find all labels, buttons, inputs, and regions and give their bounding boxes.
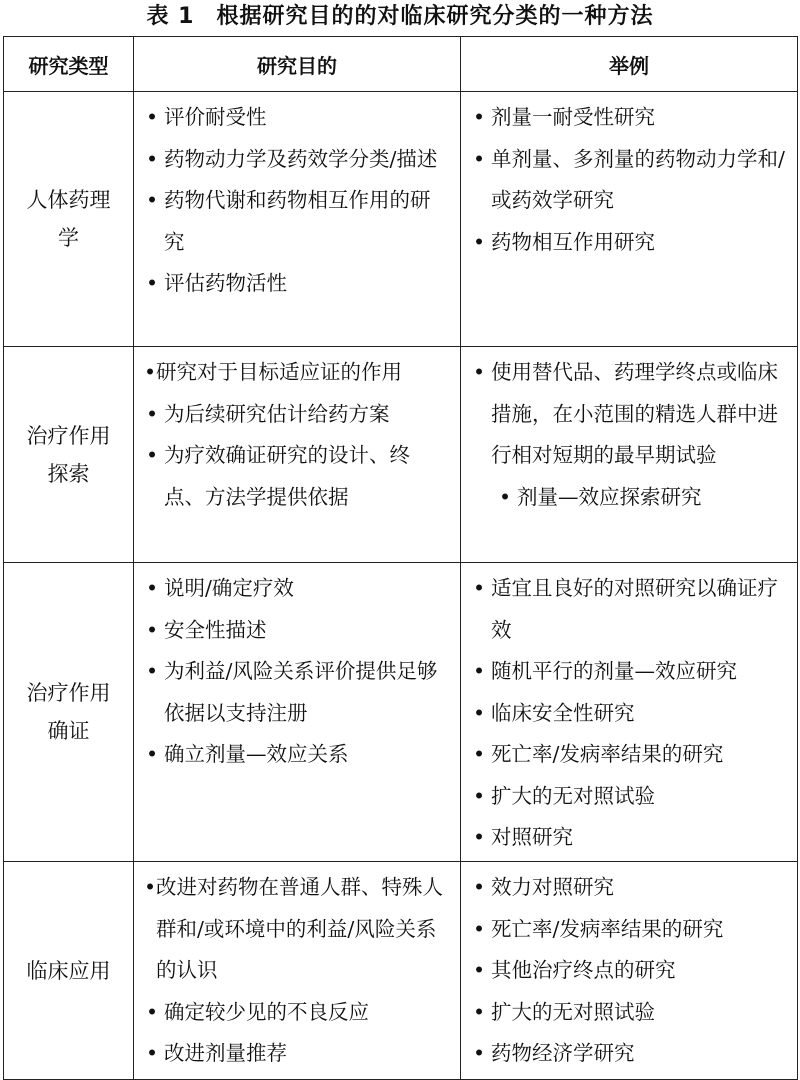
- purpose-cell: [134, 862, 461, 1080]
- purpose-item: • 为疗效确证研究的设计、终点、方法学提供依据: [146, 443, 410, 509]
- example-item: • 死亡率/发病率结果的研究: [473, 916, 724, 941]
- purpose-cell: [134, 563, 461, 862]
- example-item: • 适宜且良好的对照研究以确证疗效: [473, 576, 778, 642]
- purpose-item: • 为利益/风险关系评价提供足够依据以支持注册: [146, 659, 438, 725]
- purpose-item: • 改进剂量推荐: [146, 1041, 287, 1065]
- example-item: • 剂量一耐受性研究: [473, 105, 655, 129]
- example-item: • 临床安全性研究: [473, 700, 635, 725]
- example-cell: [461, 563, 798, 862]
- study-type-cell: 治疗作用探索: [4, 347, 134, 563]
- study-type-cell: 人体药理学: [4, 92, 134, 347]
- table-caption-text: 根据研究目的的对临床研究分类的一种方法: [216, 4, 654, 29]
- example-item: • 扩大的无对照试验: [473, 783, 655, 808]
- table-row: [4, 347, 798, 563]
- table-row: [4, 92, 798, 347]
- purpose-item: • 药物动力学及药效学分类/描述: [146, 146, 438, 171]
- purpose-cell: [134, 92, 461, 347]
- example-item: • 单剂量、多剂量的药物动力学和/或药效学研究: [473, 146, 785, 212]
- example-cell: [461, 862, 798, 1080]
- header-examples: 举例: [461, 37, 798, 92]
- header-study-type: 研究类型: [4, 37, 134, 92]
- purpose-item: • 确立剂量—效应关系: [146, 742, 349, 766]
- example-item: • 剂量—效应探索研究: [499, 484, 702, 509]
- example-item: • 其他治疗终点的研究: [473, 958, 676, 982]
- example-item: • 效力对照研究: [473, 875, 614, 899]
- table-row: [4, 862, 798, 1080]
- example-item: • 药物经济学研究: [473, 1041, 635, 1065]
- example-item: • 对照研究: [473, 825, 573, 849]
- example-item: • 使用替代品、药理学终点或临床措施，在小范围的精选人群中进行相对短期的最早期试验: [473, 360, 778, 467]
- purpose-cell: [134, 347, 461, 563]
- header-study-purpose: 研究目的: [134, 37, 461, 92]
- example-cell: [461, 347, 798, 563]
- purpose-item: • 评估药物活性: [146, 271, 287, 295]
- example-item: • 随机平行的剂量—效应研究: [473, 659, 737, 683]
- table-caption-label: 表 1: [146, 4, 195, 29]
- purpose-item: • 研究对于目标适应证的作用: [144, 360, 402, 384]
- header-row: [4, 37, 798, 92]
- example-cell: [461, 92, 798, 347]
- purpose-item: • 药物代谢和药物相互作用的研究: [146, 188, 431, 254]
- study-classification-table: [3, 36, 798, 1080]
- study-type-cell: 治疗作用确证: [4, 563, 134, 862]
- purpose-item: • 说明/确定疗效: [146, 576, 294, 600]
- table-caption: [0, 0, 800, 38]
- purpose-item: • 改进对药物在普通人群、特殊人群和/或环境中的利益/风险关系的认识: [144, 875, 443, 982]
- purpose-item: • 安全性描述: [146, 617, 267, 642]
- study-type-cell: 临床应用: [4, 862, 134, 1080]
- example-item: • 扩大的无对照试验: [473, 999, 655, 1024]
- example-item: • 药物相互作用研究: [473, 229, 655, 254]
- purpose-item: • 确定较少见的不良反应: [146, 999, 369, 1024]
- table-row: [4, 563, 798, 862]
- purpose-item: • 评价耐受性: [146, 105, 267, 129]
- purpose-item: • 为后续研究估计给药方案: [146, 401, 390, 426]
- example-item: • 死亡率/发病率结果的研究: [473, 742, 724, 766]
